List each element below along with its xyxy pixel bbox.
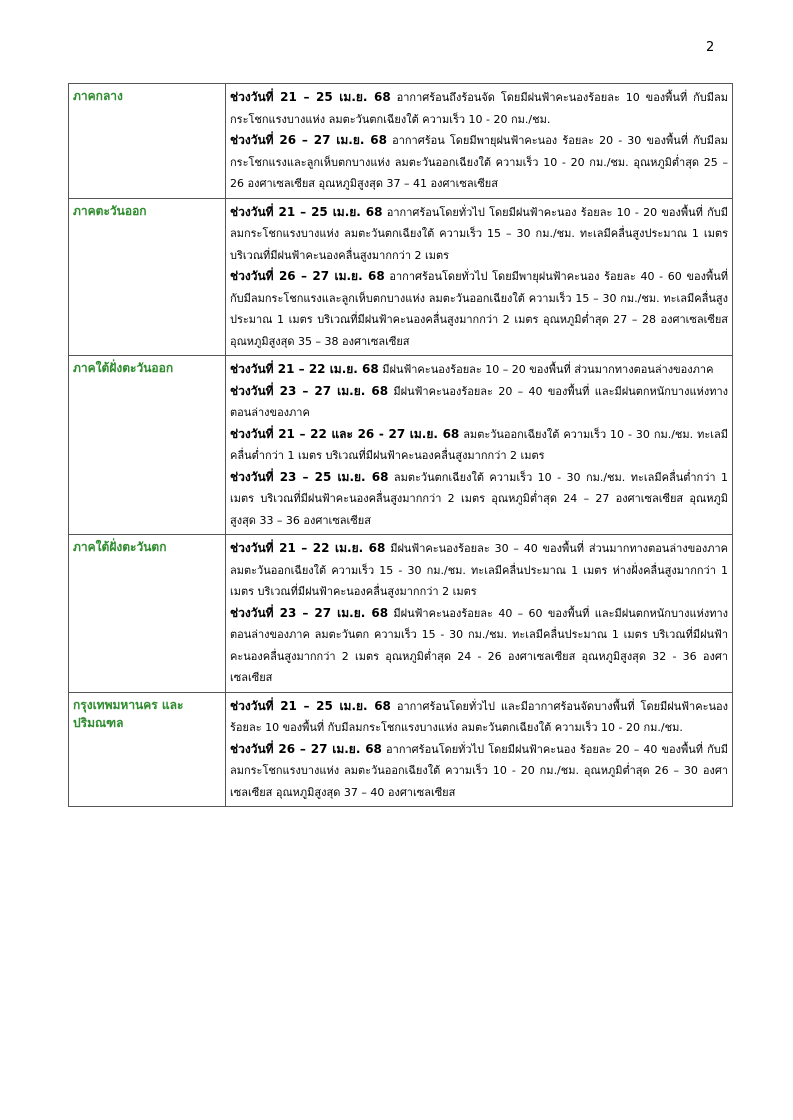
- region-label: ภาคตะวันออก: [69, 198, 226, 356]
- forecast-segment: [230, 538, 728, 603]
- forecast-text: ลมตะวันตกเฉียงใต้ ความเร็ว 10 - 30 กม./ชม. ทะเลมีคลื่นต่ำกว่า 1 เมตร บริเวณที่มีฝนฟ้าคะนองคลื่นสูงมากกว่า 2 เมตร อุณหภูมิต่ำสุด 24 – 27 องศาเซลเซียส อุณหภูมิสูงสุด 33 – 36 องศาเซลเซียส: [230, 470, 728, 527]
- forecast-text: มีฝนฟ้าคะนองร้อยละ 20 – 40 ของพื้นที่ และมีฝนตกหนักบางแห่งทางตอนล่างของภาค: [230, 384, 728, 419]
- forecast-text: อากาศร้อนถึงร้อนจัด โดยมีฝนฟ้าคะนองร้อยละ 10 ของพื้นที่ กับมีลมกระโชกแรงบางแห่ง ลมตะวันตกเฉียงใต้ ความเร็ว 10 - 20 กม./ชม.: [230, 91, 728, 126]
- forecast-segment: [230, 202, 728, 267]
- forecast-segment: [230, 381, 728, 424]
- region-label: ภาคใต้ฝั่งตะวันออก: [69, 356, 226, 535]
- period-label: ช่วงวันที่ 21 – 25 เม.ย. 68: [230, 698, 391, 713]
- region-label: กรุงเทพมหานคร และปริมณฑล: [69, 692, 226, 807]
- forecast-text: อากาศร้อนโดยทั่วไป โดยมีพายุฝนฟ้าคะนอง ร้อยละ 40 - 60 ของพื้นที่ กับมีลมกระโชกแรงและลูกเห็บตกบางแห่ง ลมตะวันออกเฉียงใต้ ความเร็ว 15 – 30 กม./ชม. ทะเลมีคลื่นสูงประมาณ 1 เมตร บริเวณที่มีฝนฟ้าคะนองคลื่นสูงมากกว่า 2 เมตร อุณหภูมิต่ำสุด 27 – 28 องศาเซลเซียส อุณหภูมิสูงสุด 35 – 38 องศาเซลเซียส: [230, 270, 728, 348]
- period-label: ช่วงวันที่ 21 – 22 เม.ย. 68: [230, 362, 379, 376]
- table-row: [69, 356, 733, 535]
- forecast-text: อากาศร้อนโดยทั่วไป โดยมีฝนฟ้าคะนอง ร้อยละ 10 - 20 ของพื้นที่ กับมีลมกระโชกแรงบางแห่ง ลมตะวันตกเฉียงใต้ ความเร็ว 15 – 30 กม./ชม. ทะเลมีคลื่นสูงประมาณ 1 เมตร บริเวณที่มีฝนฟ้าคะนองคลื่นสูงมากกว่า 2 เมตร: [230, 205, 728, 262]
- period-label: ช่วงวันที่ 23 – 27 เม.ย. 68: [230, 605, 389, 620]
- forecast-text: มีฝนฟ้าคะนองร้อยละ 40 – 60 ของพื้นที่ และมีฝนตกหนักบางแห่งทางตอนล่างของภาค ลมตะวันตก ความเร็ว 15 - 30 กม./ชม. ทะเลมีคลื่นประมาณ 1 เมตร บริเวณที่มีฝนฟ้าคะนองคลื่นสูงมากกว่า 2 เมตร อุณหภูมิต่ำสุด 24 - 26 องศาเซลเซียส อุณหภูมิสูงสุด 32 - 36 องศาเซลเซียส: [230, 606, 728, 684]
- table-row: [69, 198, 733, 356]
- forecast-segment: [230, 603, 728, 689]
- forecast-text: อากาศร้อนโดยทั่วไป โดยมีฝนฟ้าคะนอง ร้อยละ 20 – 40 ของพื้นที่ กับมีลมกระโชกแรงบางแห่ง ลมตะวันออกเฉียงใต้ ความเร็ว 10 - 20 กม./ชม. อุณหภูมิต่ำสุด 26 – 30 องศาเซลเซียส อุณหภูมิสูงสุด 37 – 40 องศาเซลเซียส: [230, 742, 728, 799]
- forecast-segment: [230, 696, 728, 739]
- forecast-segment: [230, 424, 728, 467]
- period-label: ช่วงวันที่ 23 – 25 เม.ย. 68: [230, 469, 389, 484]
- forecast-text: ลมตะวันออกเฉียงใต้ ความเร็ว 10 - 30 กม./ชม. ทะเลมีคลื่นต่ำกว่า 1 เมตร บริเวณที่มีฝนฟ้าคะนองคลื่นสูงมากกว่า 2 เมตร: [230, 427, 728, 462]
- period-label: ช่วงวันที่ 26 – 27 เม.ย. 68: [230, 269, 385, 283]
- table-row: [69, 692, 733, 807]
- forecast-table: [68, 83, 733, 807]
- period-label: ช่วงวันที่ 26 – 27 เม.ย. 68: [230, 133, 387, 147]
- forecast-segment: [230, 359, 728, 381]
- forecast-segment: [230, 266, 728, 352]
- period-label: ช่วงวันที่ 21 – 22 และ 26 - 27 เม.ย. 68: [230, 426, 460, 441]
- period-label: ช่วงวันที่ 23 – 27 เม.ย. 68: [230, 383, 389, 398]
- forecast-text: มีฝนฟ้าคะนองร้อยละ 10 – 20 ของพื้นที่ ส่วนมากทางตอนล่างของภาค: [378, 363, 714, 376]
- forecast-segment: [230, 87, 728, 130]
- forecast-detail: [226, 692, 733, 807]
- region-label: ภาคใต้ฝั่งตะวันตก: [69, 535, 226, 693]
- forecast-text: อากาศร้อน โดยมีพายุฝนฟ้าคะนอง ร้อยละ 20 - 30 ของพื้นที่ กับมีลมกระโชกแรงและลูกเห็บตกบางแห่ง ลมตะวันออกเฉียงใต้ ความเร็ว 10 - 20 กม./ชม. อุณหภูมิต่ำสุด 25 – 26 องศาเซลเซียส อุณหภูมิสูงสุด 37 – 41 องศาเซลเซียส: [230, 134, 728, 190]
- forecast-text: อากาศร้อนโดยทั่วไป และมีอากาศร้อนจัดบางพื้นที่ โดยมีฝนฟ้าคะนอง ร้อยละ 10 ของพื้นที่ กับมีลมกระโชกแรงบางแห่ง ลมตะวันตกเฉียงใต้ ความเร็ว 10 - 20 กม./ชม.: [230, 699, 728, 734]
- forecast-detail: [226, 356, 733, 535]
- forecast-detail: [226, 535, 733, 693]
- period-label: ช่วงวันที่ 26 – 27 เม.ย. 68: [230, 741, 382, 756]
- forecast-text: มีฝนฟ้าคะนองร้อยละ 30 – 40 ของพื้นที่ ส่วนมากทางตอนล่างของภาค ลมตะวันออกเฉียงใต้ ความเร็ว 15 - 30 กม./ชม. ทะเลมีคลื่นประมาณ 1 เมตร ห่างฝั่งคลื่นสูงมากกว่า 1 เมตร บริเวณที่มีฝนฟ้าคะนองคลื่นสูงมากกว่า 2 เมตร: [230, 542, 729, 598]
- forecast-segment: [230, 130, 728, 195]
- forecast-detail: [226, 198, 733, 356]
- period-label: ช่วงวันที่ 21 – 22 เม.ย. 68: [230, 541, 386, 555]
- period-label: ช่วงวันที่ 21 – 25 เม.ย. 68: [230, 204, 383, 219]
- table-row: [69, 84, 733, 199]
- forecast-segment: [230, 467, 728, 532]
- page-number: 2: [706, 40, 715, 55]
- table-row: [69, 535, 733, 693]
- forecast-segment: [230, 739, 728, 804]
- period-label: ช่วงวันที่ 21 – 25 เม.ย. 68: [230, 90, 391, 104]
- forecast-detail: [226, 84, 733, 199]
- region-label: ภาคกลาง: [69, 84, 226, 199]
